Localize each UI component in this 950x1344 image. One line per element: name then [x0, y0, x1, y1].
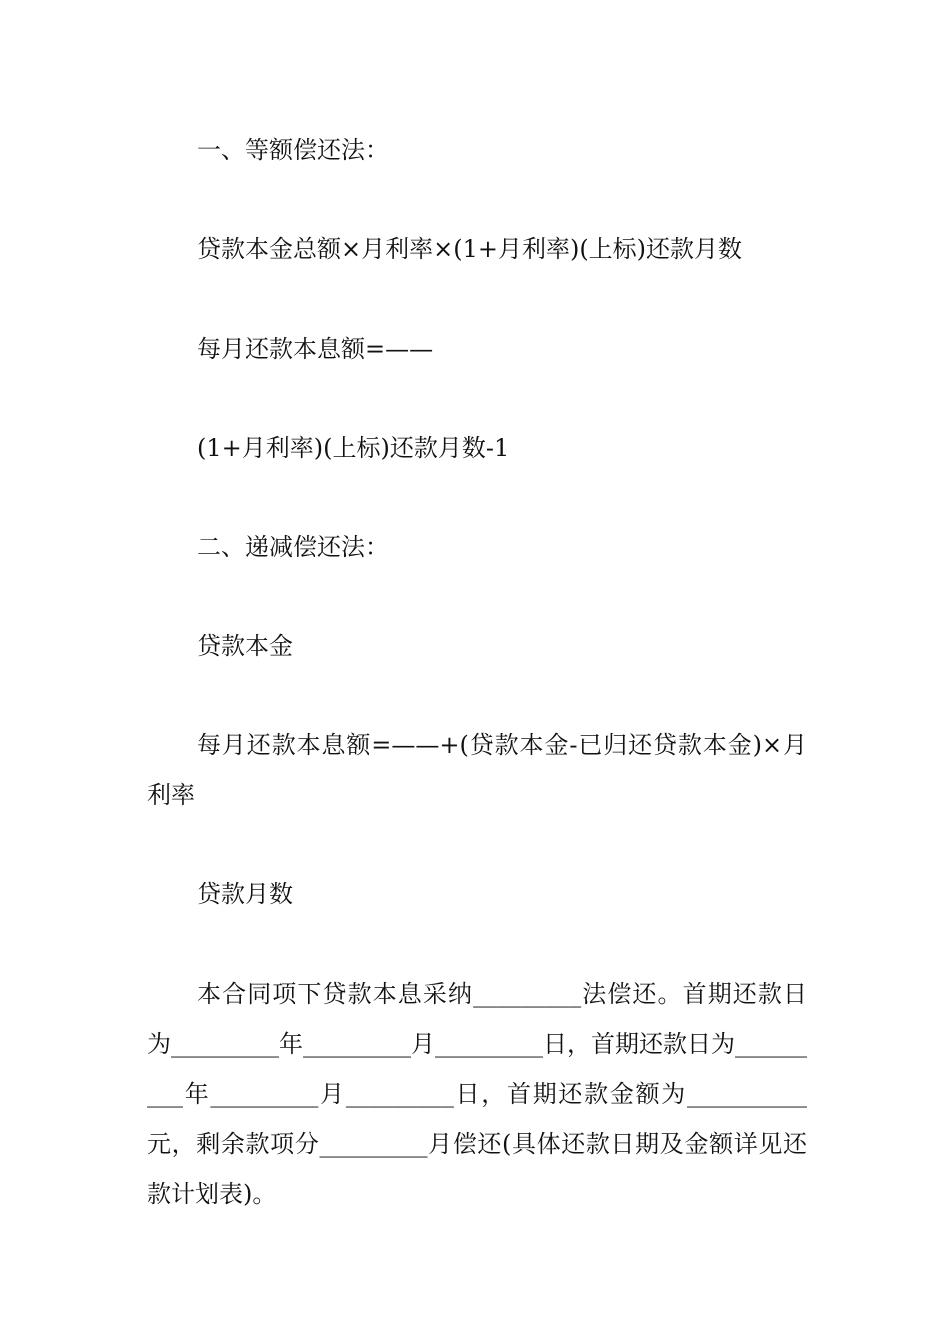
formula-decreasing-payment-paragraph: 每月还款本息额=——+(贷款本金-已归还贷款本金)×月利率	[147, 731, 807, 809]
contract-repayment-clause: 本合同项下贷款本息采纳_________法偿还。首期还款日为_________年_________月_________日，首期还款日为_________年_________月_________日，首期还款金额为__________元，剩余款项分_________月偿还(具体还款日期及金额详见还款计划表)。	[147, 980, 807, 1208]
section-heading-decreasing: 二、递减偿还法：	[197, 533, 389, 561]
formula-loan-months-line: 贷款月数	[197, 880, 293, 908]
formula-numerator-line: 贷款本金总额×月利率×(1+月利率)(上标)还款月数	[197, 235, 743, 263]
section-heading-equal-installment: 一、等额偿还法：	[197, 136, 389, 164]
formula-principal-line: 贷款本金	[197, 632, 293, 660]
formula-monthly-payment-line: 每月还款本息额=——	[197, 335, 434, 363]
formula-denominator-line: (1+月利率)(上标)还款月数-1	[197, 434, 510, 462]
